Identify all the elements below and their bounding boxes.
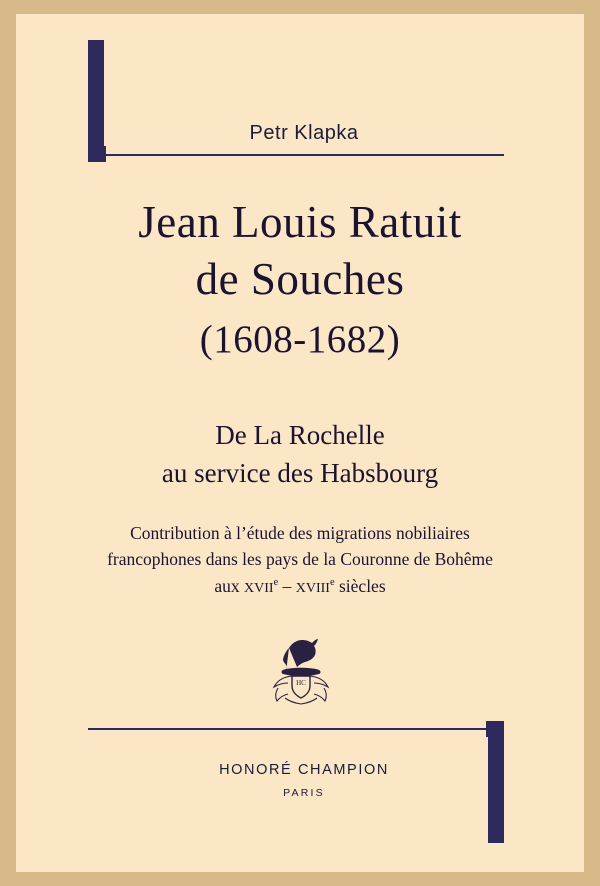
- blurb-line-1: Contribution à l’étude des migrations nobiliaires: [130, 523, 470, 543]
- century-first: XVII: [244, 580, 274, 596]
- blurb-dash: –: [278, 575, 296, 596]
- title-line-2: de Souches: [195, 253, 405, 304]
- publisher-name: HONORÉ CHAMPION: [219, 762, 389, 778]
- century-second: XVIII: [295, 580, 330, 596]
- publisher-city: PARIS: [283, 787, 325, 799]
- publisher-block: [104, 762, 504, 799]
- subtitle-line-1: De La Rochelle: [215, 420, 385, 450]
- title-line-1: Jean Louis Ratuit: [138, 197, 462, 247]
- blurb: [90, 520, 510, 599]
- bottom-rule: [88, 728, 504, 730]
- blurb-line-2: francophones dans les pays de la Couronne de Bohême: [107, 549, 493, 570]
- blurb-centuries-suffix: siècles: [334, 575, 386, 596]
- life-dates: (1608-1682): [199, 318, 401, 362]
- horse-crest-emblem: [259, 626, 343, 708]
- subtitle-line-2: au service des Habsbourg: [161, 458, 439, 489]
- author-name: Petr Klapka: [249, 122, 359, 144]
- emblem-motto: HC: [296, 679, 306, 687]
- blurb-line-3: [90, 573, 510, 599]
- subtitle: [80, 416, 520, 493]
- century-second-sup: e: [329, 576, 335, 588]
- top-left-accent-bar: [88, 40, 104, 162]
- blurb-centuries-prefix: aux: [214, 575, 244, 596]
- century-first-sup: e: [273, 576, 279, 588]
- title-block: [60, 194, 540, 362]
- top-rule: [104, 154, 504, 156]
- book-cover: [16, 14, 584, 872]
